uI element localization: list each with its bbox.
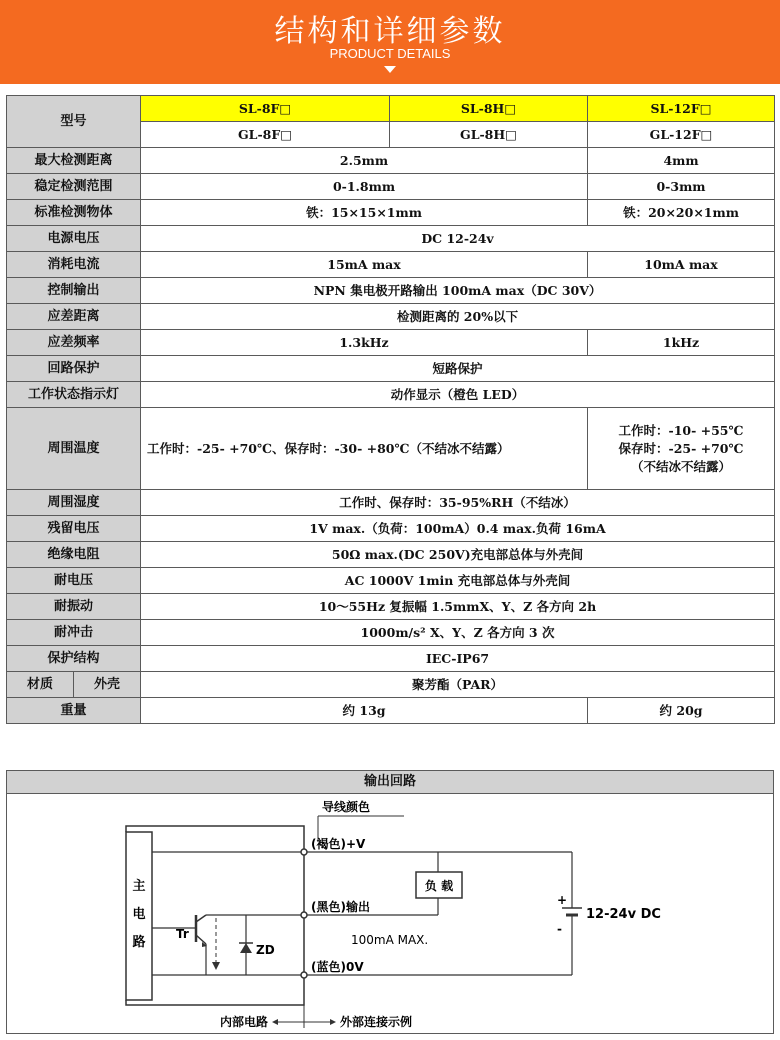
table-row: [7, 594, 775, 620]
row-label: 绝缘电阻: [7, 542, 141, 568]
cell-value: 50Ω max.(DC 250V)充电部总体与外壳间: [141, 542, 775, 568]
model-label: 型号: [7, 96, 141, 148]
cell-value: IEC-IP67: [141, 646, 775, 672]
table-row: [7, 148, 775, 174]
left-arrow-icon: [272, 1019, 278, 1025]
row-label: 重量: [7, 698, 141, 724]
cell-value: 动作显示（橙色 LED）: [141, 382, 775, 408]
cell-value: NPN 集电极开路输出 100mA max（DC 30V）: [141, 278, 775, 304]
row-label: 耐振动: [7, 594, 141, 620]
model-sl-12f: SL-12F□: [588, 96, 775, 122]
right-arrow-icon: [330, 1019, 336, 1025]
battery-minus: -: [557, 922, 562, 936]
row-label: 标准检测物体: [7, 200, 141, 226]
external-example-label: 外部连接示例: [340, 1015, 413, 1029]
cell-value: 铁：15×15×1mm: [141, 200, 588, 226]
table-row: [7, 542, 775, 568]
row-label: 最大检测距离: [7, 148, 141, 174]
table-row: [7, 356, 775, 382]
row-label: 残留电压: [7, 516, 141, 542]
row-label: 电源电压: [7, 226, 141, 252]
table-row: [7, 96, 775, 122]
cell-value: 约 20g: [588, 698, 775, 724]
cell-value: 短路保护: [141, 356, 775, 382]
page-subtitle: PRODUCT DETAILS: [329, 46, 451, 61]
terminal-blue-label: (蓝色)0V: [311, 960, 364, 974]
terminal-black: [301, 912, 307, 918]
table-row: [7, 620, 775, 646]
row-label: 稳定检测范围: [7, 174, 141, 200]
cell-value: [588, 408, 775, 490]
model-sl-8h: SL-8H□: [390, 96, 588, 122]
terminal-brown-label: (褐色)+V: [311, 837, 366, 851]
terminal-brown: [301, 849, 307, 855]
temp-line: （不结冰不结露）: [631, 458, 732, 474]
cell-value: 10～55Hz 复振幅 1.5mmX、Y、Z 各方向 2h: [141, 594, 775, 620]
main-circuit-char: 路: [132, 935, 146, 950]
table-row: [7, 646, 775, 672]
row-label: 应差距离: [7, 304, 141, 330]
battery-plus: +: [557, 893, 568, 907]
row-label: 消耗电流: [7, 252, 141, 278]
row-label: 耐电压: [7, 568, 141, 594]
row-label: 控制输出: [7, 278, 141, 304]
temp-line: 工作时：-10- +55℃: [618, 422, 744, 438]
cell-value: 4mm: [588, 148, 775, 174]
cell-value: 0-1.8mm: [141, 174, 588, 200]
cell-value: 1000m/s² X、Y、Z 各方向 3 次: [141, 620, 775, 646]
load-label: 负 载: [424, 879, 454, 893]
spec-table: [6, 95, 775, 724]
table-row: [7, 490, 775, 516]
transistor-label: Tr: [176, 927, 189, 941]
cell-value: 1kHz: [588, 330, 775, 356]
temp-line: 保存时：-25- +70℃: [618, 440, 744, 456]
table-row: [7, 174, 775, 200]
model-gl-8h: GL-8H□: [390, 122, 588, 148]
cell-value: 2.5mm: [141, 148, 588, 174]
table-row: [7, 698, 775, 724]
circuit-title: 输出回路: [7, 771, 773, 794]
main-circuit-char: 主: [132, 879, 146, 894]
cell-value: 聚芳酯（PAR）: [141, 672, 775, 698]
cell-value: 检测距离的 20%以下: [141, 304, 775, 330]
row-label: 材质: [7, 672, 74, 698]
row-label: 回路保护: [7, 356, 141, 382]
table-row: [7, 200, 775, 226]
cell-value: 15mA max: [141, 252, 588, 278]
row-label: 耐冲击: [7, 620, 141, 646]
row-label: 应差频率: [7, 330, 141, 356]
internal-circuit-label: 内部电路: [219, 1015, 268, 1029]
current-max-label: 100mA MAX.: [351, 933, 429, 947]
model-gl-8f: GL-8F□: [141, 122, 390, 148]
table-row: [7, 226, 775, 252]
model-sl-8f: SL-8F□: [141, 96, 390, 122]
table-row: [7, 568, 775, 594]
table-row: [7, 382, 775, 408]
table-row: [7, 672, 775, 698]
table-row: [7, 252, 775, 278]
transistor-emitter: [196, 935, 206, 944]
cell-value: 1.3kHz: [141, 330, 588, 356]
cell-value: 工作时、保存时：35-95%RH（不结冰）: [141, 490, 775, 516]
row-label: 周围湿度: [7, 490, 141, 516]
terminal-black-label: (黑色)输出: [311, 900, 370, 914]
table-row: [7, 278, 775, 304]
table-row: [7, 408, 775, 490]
main-circuit-char: 电: [132, 907, 146, 922]
cell-value: 0-3mm: [588, 174, 775, 200]
transistor-collector: [196, 915, 206, 922]
header-banner: [0, 0, 780, 84]
row-sublabel: 外壳: [74, 672, 141, 698]
row-label: 工作状态指示灯: [7, 382, 141, 408]
cell-value: AC 1000V 1min 充电部总体与外壳间: [141, 568, 775, 594]
table-row: [7, 330, 775, 356]
wire-color-label: 导线颜色: [322, 800, 371, 814]
cell-value: 约 13g: [141, 698, 588, 724]
cell-value: DC 12-24v: [141, 226, 775, 252]
cell-value: 工作时：-25- +70℃、保存时：-30- +80℃（不结冰不结露）: [141, 408, 588, 490]
circuit-diagram: [6, 770, 774, 1034]
zener-diode-icon: [240, 943, 252, 953]
row-label: 保护结构: [7, 646, 141, 672]
model-gl-12f: GL-12F□: [588, 122, 775, 148]
terminal-blue: [301, 972, 307, 978]
table-row: [7, 304, 775, 330]
cell-value: 10mA max: [588, 252, 775, 278]
zener-label: ZD: [256, 943, 275, 957]
page-title: 结构和详细参数: [274, 14, 506, 49]
supply-label: 12-24v DC: [586, 907, 661, 922]
table-row: [7, 516, 775, 542]
cell-value: 铁：20×20×1mm: [588, 200, 775, 226]
down-arrow-icon: [212, 962, 220, 970]
cell-value: 1V max.（负荷：100mA）0.4 max.负荷 16mA: [141, 516, 775, 542]
down-arrow-icon: [384, 66, 396, 73]
row-label: 周围温度: [7, 408, 141, 490]
